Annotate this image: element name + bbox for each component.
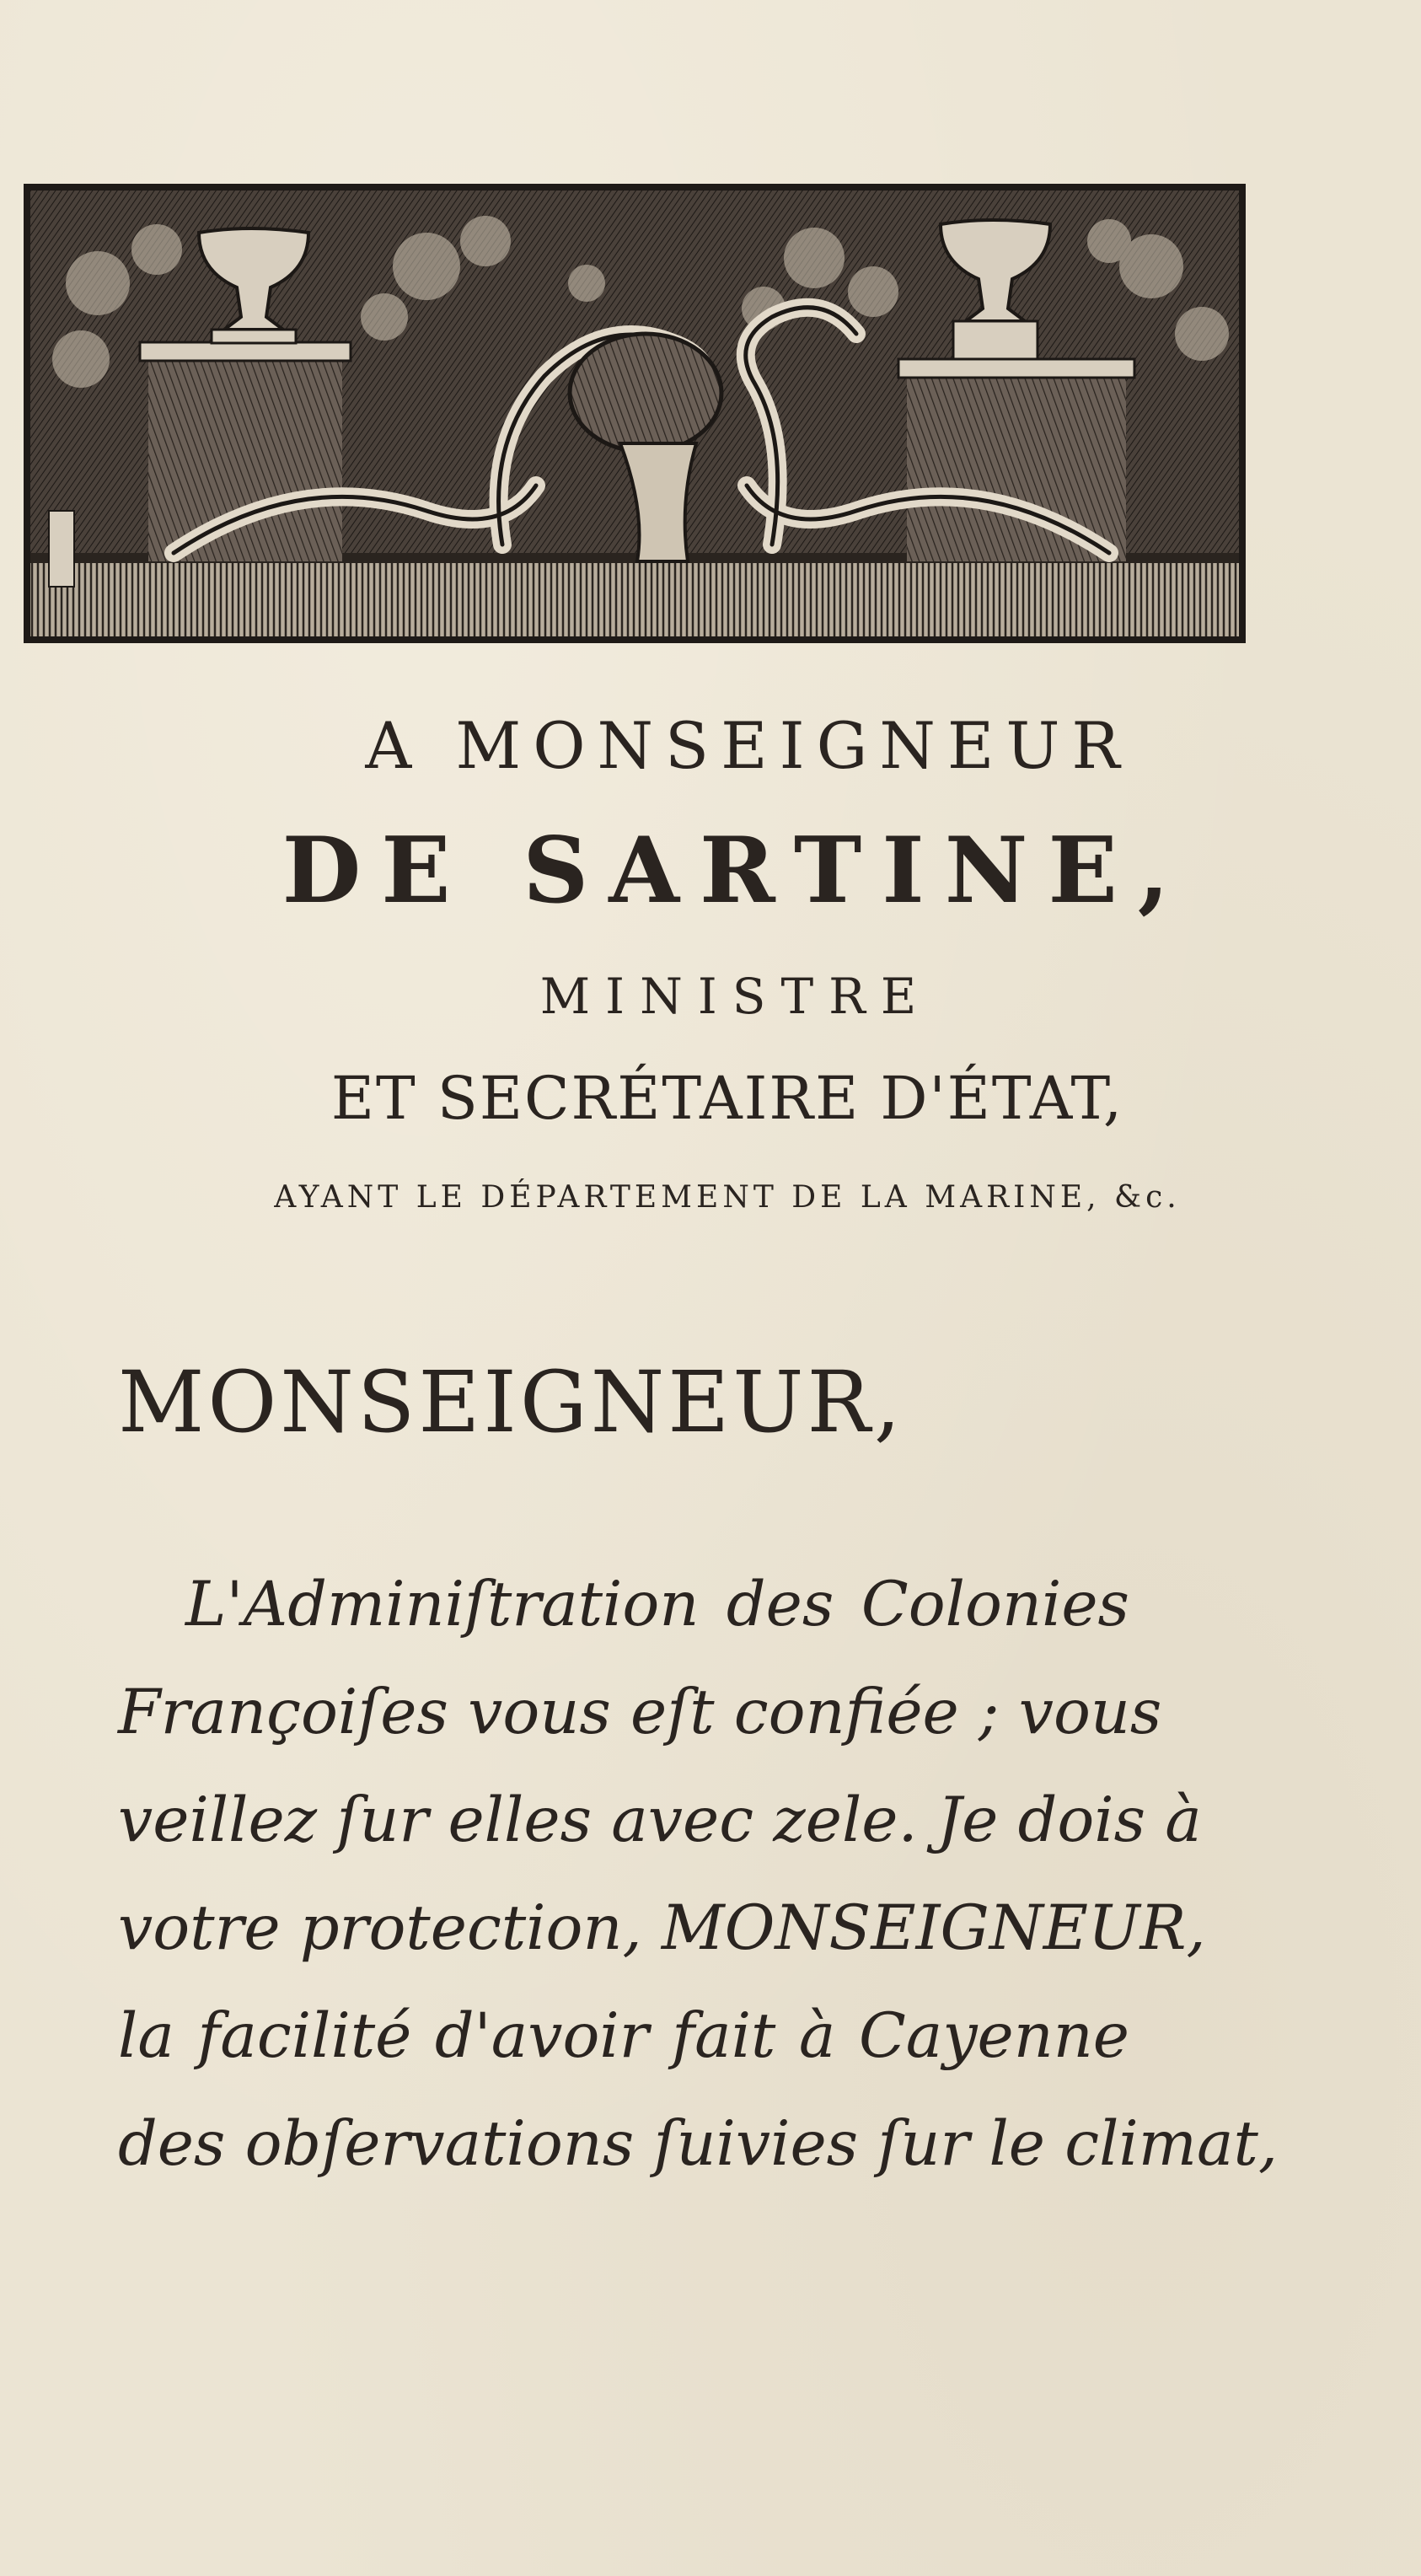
dedication-body [118, 1551, 1279, 2198]
body-line-address [118, 1875, 1206, 1983]
department-line: AYANT LE DÉPARTEMENT DE LA MARINE, &c. [274, 1180, 1181, 1215]
office-title-secondary: ET SECRÉTAIRE D'ÉTAT, [330, 1064, 1124, 1133]
body-line: Françoiſes vous eſt confiée ; vous [118, 1677, 1162, 1748]
body-line: L'Adminiſtration des Colonies [185, 1569, 1129, 1640]
body-line: veillez ſur elles avec zele. Je dois à [118, 1784, 1202, 1856]
dedication-line: A MONSEIGNEUR [365, 708, 1132, 783]
body-line: la facilité d'avoir fait à Cayenne [118, 2000, 1129, 2072]
salutation: MONSEIGNEUR, [118, 1353, 904, 1452]
office-title: MINISTRE [539, 968, 932, 1025]
engraved-ornament [24, 184, 1246, 643]
dedicatee-name: DE SARTINE, [282, 818, 1190, 924]
body-line: des obſervations ſuivies ſur le climat, [118, 2108, 1279, 2180]
inline-address: MONSEIGNEUR, [661, 1892, 1206, 1964]
ornament-vignette-icon [30, 191, 1239, 636]
body-line-text: votre protection, [118, 1892, 642, 1964]
